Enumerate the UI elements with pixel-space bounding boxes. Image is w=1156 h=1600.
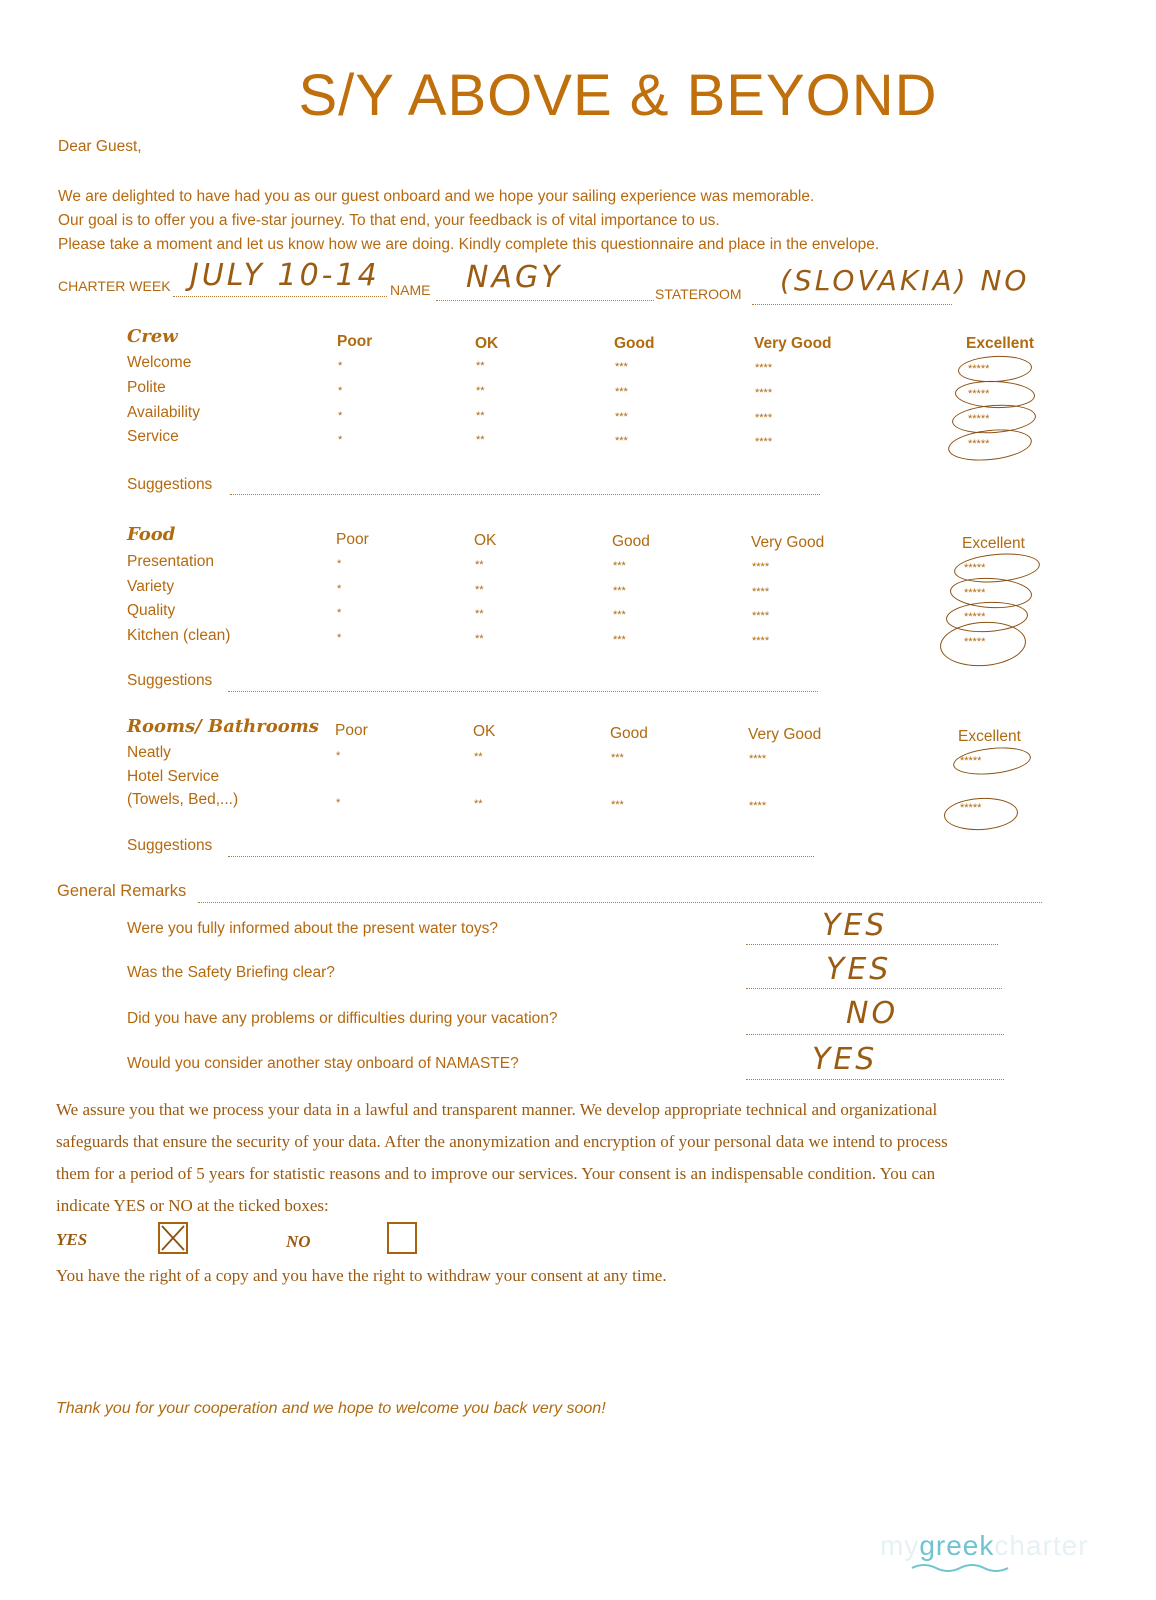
privacy-line-1: We assure you that we process your data in a lawful and transparent manner. We develop appropriate technical and organizational [56,1100,938,1119]
star-1[interactable]: * [337,607,342,619]
privacy-line-4: indicate YES or NO at the ticked boxes: [56,1196,329,1215]
star-3[interactable]: *** [611,752,624,764]
rights-text: You have the right of a copy and you have the right to withdraw your consent at any time. [56,1266,667,1285]
star-2[interactable]: ** [474,798,483,810]
star-4[interactable]: **** [752,610,770,622]
crew-item-polite: Polite [127,379,166,396]
star-4[interactable]: **** [749,800,767,812]
answer-4[interactable]: YES [812,1042,878,1077]
star-5[interactable]: ***** [964,636,986,648]
crew-header-good: Good [614,335,655,352]
intro-line-2: Our goal is to offer you a five-star journey. To that end, your feedback is of vital importance to us. [58,212,720,229]
crew-header-poor: Poor [337,333,373,350]
star-4[interactable]: **** [755,436,773,448]
star-1[interactable]: * [338,385,343,397]
star-3[interactable]: *** [613,634,626,646]
star-2[interactable]: ** [475,608,484,620]
star-3[interactable]: *** [615,386,628,398]
stateroom-label: STATEROOM [655,286,742,302]
consent-yes-label: YES [56,1230,88,1249]
star-3[interactable]: *** [613,560,626,572]
rooms-suggestions-label: Suggestions [127,837,213,854]
rooms-header-good: Good [610,725,648,742]
star-3[interactable]: *** [615,361,628,373]
star-3[interactable]: *** [611,799,624,811]
crew-suggestions-line[interactable] [230,494,820,495]
star-2[interactable]: ** [475,584,484,596]
star-3[interactable]: *** [613,585,626,597]
greeting: Dear Guest, [58,138,142,155]
star-1[interactable]: * [336,797,341,809]
question-3: Did you have any problems or difficulties during your vacation? [127,1010,558,1027]
food-suggestions-label: Suggestions [127,672,213,689]
name-value[interactable]: NAGY [466,260,563,295]
star-5[interactable]: ***** [964,587,986,599]
excellent-circle-mark [952,744,1032,778]
rooms-header-poor: Poor [335,722,368,739]
consent-yes-checkbox[interactable] [158,1222,188,1254]
star-2[interactable]: ** [475,633,484,645]
star-4[interactable]: **** [755,412,773,424]
crew-suggestions-label: Suggestions [127,476,213,493]
question-2: Was the Safety Briefing clear? [127,964,335,981]
watermark-brand: greek [919,1530,995,1561]
watermark-pre: my [880,1530,920,1561]
privacy-line-2: safeguards that ensure the security of your data. After the anonymization and encryption of your personal data we intend to process [56,1132,948,1151]
star-2[interactable]: ** [476,360,485,372]
checked-x-icon [160,1224,186,1252]
crew-item-availability: Availability [127,404,200,421]
name-label: NAME [390,282,431,298]
food-header-excellent: Excellent [962,535,1025,552]
crew-item-service: Service [127,428,179,445]
crew-header-excellent: Excellent [966,335,1035,352]
star-5[interactable]: ***** [960,802,982,814]
star-2[interactable]: ** [475,559,484,571]
rooms-item-towels-bed: (Towels, Bed,...) [127,791,239,808]
star-1[interactable]: * [338,360,343,372]
intro-line-1: We are delighted to have had you as our guest onboard and we hope your sailing experience was memorable. [58,188,815,205]
star-3[interactable]: *** [615,435,628,447]
food-item-quality: Quality [127,602,176,619]
charter-week-label: CHARTER WEEK [58,278,171,294]
crew-header-ok: OK [475,335,499,352]
star-4[interactable]: **** [755,387,773,399]
star-5[interactable]: ***** [960,755,982,767]
food-header-poor: Poor [336,531,369,548]
thanks-text: Thank you for your cooperation and we hope to welcome you back very soon! [56,1400,606,1417]
star-2[interactable]: ** [474,751,483,763]
food-item-presentation: Presentation [127,553,215,570]
food-title: Food [127,524,176,545]
food-header-very-good: Very Good [751,534,825,551]
answer-line-1 [746,944,998,945]
star-4[interactable]: **** [752,561,770,573]
star-1[interactable]: * [336,750,341,762]
stateroom-value[interactable]: (SLOVAKIA) NO [780,264,1030,297]
star-5[interactable]: ***** [968,413,990,425]
crew-title: Crew [127,326,178,347]
star-5[interactable]: ***** [964,611,986,623]
crew-header-very-good: Very Good [754,335,832,352]
star-5[interactable]: ***** [968,438,990,450]
star-2[interactable]: ** [476,410,485,422]
rooms-header-very-good: Very Good [748,726,822,743]
food-header-good: Good [612,533,650,550]
star-5[interactable]: ***** [968,388,990,400]
excellent-circle-mark [943,796,1019,832]
star-1[interactable]: * [337,583,342,595]
consent-no-checkbox[interactable] [387,1222,417,1254]
answer-line-3 [746,1034,1004,1035]
answer-2[interactable]: YES [826,952,892,987]
rooms-header-ok: OK [473,723,496,740]
question-1: Were you fully informed about the present water toys? [127,920,499,937]
star-4[interactable]: **** [749,753,767,765]
star-4[interactable]: **** [755,362,773,374]
consent-no-label: NO [286,1232,311,1251]
rooms-item-neatly: Neatly [127,744,171,761]
question-4: Would you consider another stay onboard of NAMASTE? [127,1055,519,1072]
watermark-post: charter [994,1530,1089,1561]
star-1[interactable]: * [337,632,342,644]
star-4[interactable]: **** [752,635,770,647]
privacy-line-3: them for a period of 5 years for statistic reasons and to improve our services. Your consent is an indispensable condition. You can [56,1164,936,1183]
excellent-circle-mark [957,354,1032,384]
star-3[interactable]: *** [613,609,626,621]
answer-line-2 [746,988,1002,989]
excellent-circle-mark [947,426,1034,465]
rooms-item-hotel-service: Hotel Service [127,768,220,785]
intro-line-3: Please take a moment and let us know how we are doing. Kindly complete this questionnaire and place in the envelope. [58,236,880,253]
food-suggestions-line[interactable] [228,691,818,692]
answer-1[interactable]: YES [822,908,888,943]
answer-3[interactable]: NO [846,996,899,1031]
name-line [436,300,654,301]
star-1[interactable]: * [338,410,343,422]
stateroom-line [752,304,952,305]
star-1[interactable]: * [338,434,343,446]
page-title: S/Y ABOVE & BEYOND [298,63,938,128]
food-item-variety: Variety [127,578,175,595]
star-4[interactable]: **** [752,586,770,598]
rooms-header-excellent: Excellent [958,728,1021,745]
star-1[interactable]: * [337,558,342,570]
charter-week-value[interactable]: JULY 10-14 [190,258,380,293]
food-item-kitchen: Kitchen (clean) [127,627,231,644]
watermark-logo [880,1530,1089,1562]
wave-icon [910,1562,1010,1574]
rooms-title: Rooms/ Bathrooms [127,716,319,737]
answer-line-4 [746,1079,1004,1080]
star-3[interactable]: *** [615,411,628,423]
rooms-suggestions-line[interactable] [228,856,814,857]
star-2[interactable]: ** [476,385,485,397]
star-5[interactable]: ***** [968,363,990,375]
star-5[interactable]: ***** [964,562,986,574]
crew-item-welcome: Welcome [127,354,192,371]
star-2[interactable]: ** [476,434,485,446]
charter-week-line [173,296,387,297]
food-header-ok: OK [474,532,497,549]
general-remarks-label: General Remarks [57,882,187,900]
general-remarks-line[interactable] [198,902,1042,903]
